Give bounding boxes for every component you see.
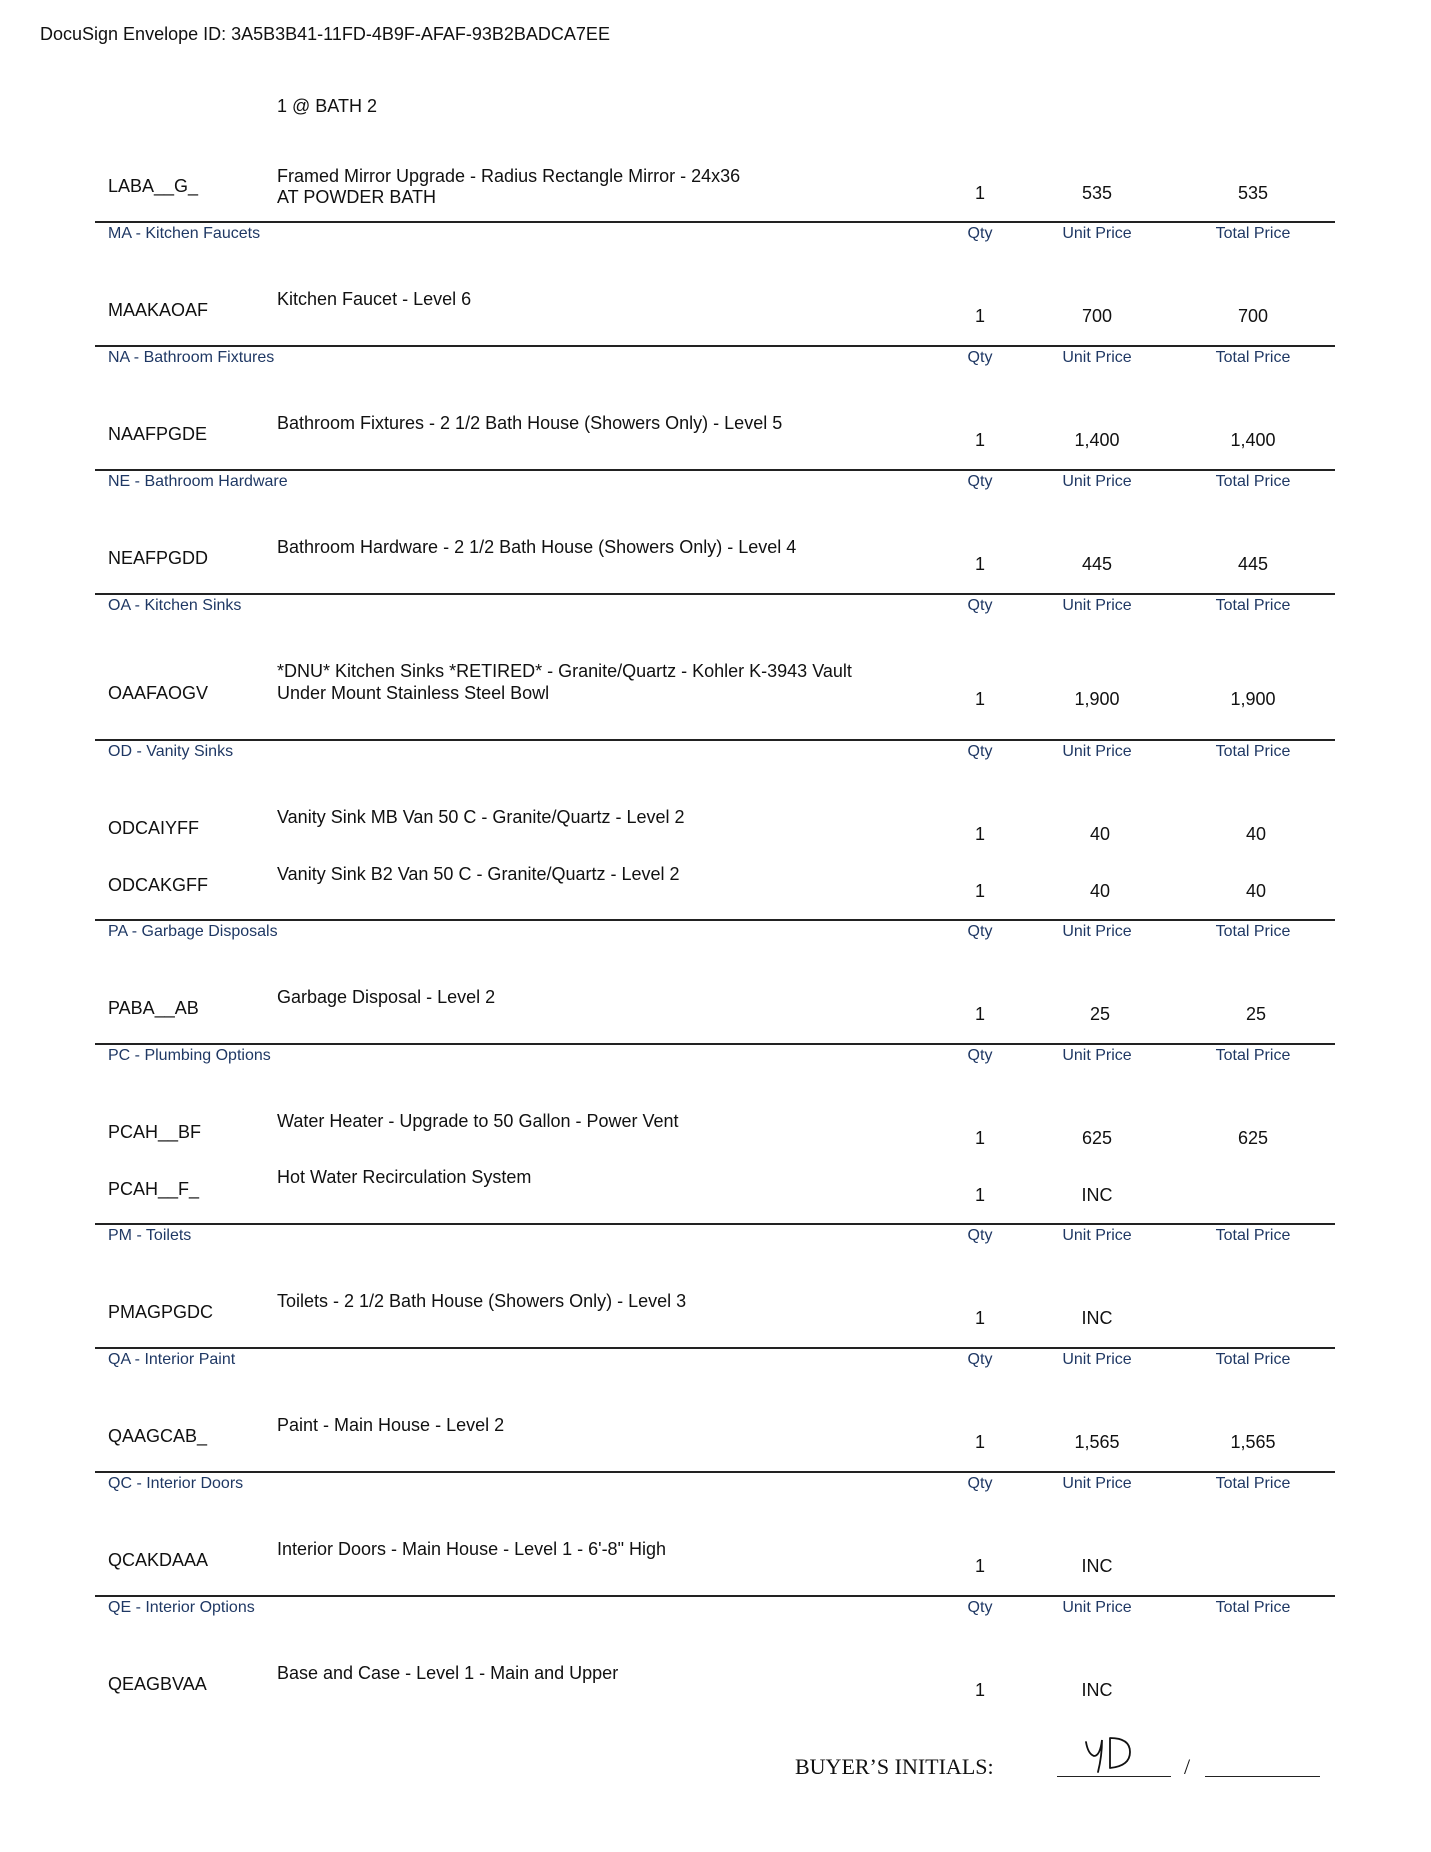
item-code: PCAH__BF <box>108 1122 202 1142</box>
buyer-initials-line-2 <box>1205 1776 1320 1777</box>
item-description-line2: Under Mount Stainless Steel Bowl <box>277 683 550 703</box>
item-description: Interior Doors - Main House - Level 1 - 6'-8" High <box>277 1539 666 1559</box>
item-description-line2: AT POWDER BATH <box>277 187 437 207</box>
item-qty: 1 <box>974 1556 985 1576</box>
item-description: Bathroom Hardware - 2 1/2 Bath House (Showers Only) - Level 4 <box>277 537 797 557</box>
qty-header: Qty <box>967 743 993 760</box>
section-title: PA - Garbage Disposals <box>108 923 278 940</box>
total-price-header: Total Price <box>1215 743 1291 760</box>
section-divider <box>95 1043 1335 1045</box>
item-qty: 1 <box>974 183 985 203</box>
qty-header: Qty <box>967 225 993 242</box>
qty-header: Qty <box>967 1475 993 1492</box>
unit-price-header: Unit Price <box>1062 1599 1132 1616</box>
item-total-price: 40 <box>1245 824 1267 844</box>
unit-price-header: Unit Price <box>1062 923 1132 940</box>
total-price-header: Total Price <box>1215 923 1291 940</box>
item-code: LABA__G_ <box>108 176 199 196</box>
buyer-initials-line-1 <box>1057 1776 1171 1777</box>
section-title: NE - Bathroom Hardware <box>108 473 288 490</box>
item-code: NAAFPGDE <box>108 424 208 444</box>
total-price-header: Total Price <box>1215 473 1291 490</box>
item-description: Kitchen Faucet - Level 6 <box>277 289 472 309</box>
item-total-price: 1,900 <box>1230 689 1276 709</box>
item-total-price: 625 <box>1237 1128 1269 1148</box>
section-divider <box>95 1347 1335 1349</box>
qty-header: Qty <box>967 1351 993 1368</box>
envelope-id: DocuSign Envelope ID: 3A5B3B41-11FD-4B9F-AFAF-93B2BADCA7EE <box>40 24 610 44</box>
item-code: PCAH__F_ <box>108 1179 200 1199</box>
item-description: Bathroom Fixtures - 2 1/2 Bath House (Showers Only) - Level 5 <box>277 413 783 433</box>
item-unit-price: 535 <box>1081 183 1113 203</box>
item-unit-price: 40 <box>1089 881 1111 901</box>
section-title: PC - Plumbing Options <box>108 1047 271 1064</box>
item-unit-price: INC <box>1081 1556 1113 1576</box>
qty-header: Qty <box>967 1047 993 1064</box>
item-total-price: 1,565 <box>1230 1432 1276 1452</box>
item-description: Paint - Main House - Level 2 <box>277 1415 505 1435</box>
item-total-price: 535 <box>1237 183 1269 203</box>
item-unit-price: 625 <box>1081 1128 1113 1148</box>
section-title: OA - Kitchen Sinks <box>108 597 242 614</box>
unit-price-header: Unit Price <box>1062 225 1132 242</box>
item-total-price: 1,400 <box>1230 430 1276 450</box>
section-title: QA - Interior Paint <box>108 1351 236 1368</box>
item-qty: 1 <box>974 1680 985 1700</box>
item-qty: 1 <box>974 554 985 574</box>
handwritten-initials-icon <box>1080 1732 1140 1778</box>
item-total-price: 25 <box>1245 1004 1267 1024</box>
item-unit-price: INC <box>1081 1185 1113 1205</box>
total-price-header: Total Price <box>1215 597 1291 614</box>
item-qty: 1 <box>974 881 985 901</box>
section-divider <box>95 739 1335 741</box>
item-total-price: 40 <box>1245 881 1267 901</box>
total-price-header: Total Price <box>1215 1047 1291 1064</box>
item-code: ODCAIYFF <box>108 818 200 838</box>
item-qty: 1 <box>974 689 985 709</box>
item-unit-price: INC <box>1081 1680 1113 1700</box>
section-title: PM - Toilets <box>108 1227 192 1244</box>
section-divider <box>95 593 1335 595</box>
item-description: Hot Water Recirculation System <box>277 1167 532 1187</box>
buyer-initials-label: BUYER’S INITIALS: <box>795 1754 994 1779</box>
unit-price-header: Unit Price <box>1062 349 1132 366</box>
section-divider <box>95 1471 1335 1473</box>
section-divider <box>95 221 1335 223</box>
section-divider <box>95 1223 1335 1225</box>
qty-header: Qty <box>967 597 993 614</box>
section-divider <box>95 919 1335 921</box>
qty-header: Qty <box>967 349 993 366</box>
section-divider <box>95 469 1335 471</box>
item-description: Framed Mirror Upgrade - Radius Rectangle Mirror - 24x36 <box>277 166 741 186</box>
item-unit-price: 1,900 <box>1074 689 1120 709</box>
item-unit-price: 25 <box>1089 1004 1111 1024</box>
item-description: Base and Case - Level 1 - Main and Upper <box>277 1663 619 1683</box>
total-price-header: Total Price <box>1215 349 1291 366</box>
section-divider <box>95 1595 1335 1597</box>
section-title: OD - Vanity Sinks <box>108 743 234 760</box>
item-code: QAAGCAB_ <box>108 1426 208 1446</box>
unit-price-header: Unit Price <box>1062 1351 1132 1368</box>
item-description: Vanity Sink B2 Van 50 C - Granite/Quartz - Level 2 <box>277 864 680 884</box>
item-description: *DNU* Kitchen Sinks *RETIRED* - Granite/Quartz - Kohler K-3943 Vault <box>277 661 852 681</box>
total-price-header: Total Price <box>1215 1475 1291 1492</box>
item-qty: 1 <box>974 824 985 844</box>
item-code: QEAGBVAA <box>108 1674 207 1694</box>
unit-price-header: Unit Price <box>1062 1047 1132 1064</box>
item-total-price: 445 <box>1237 554 1269 574</box>
item-unit-price: 1,400 <box>1074 430 1120 450</box>
item-qty: 1 <box>974 1004 985 1024</box>
item-qty: 1 <box>974 1185 985 1205</box>
item-qty: 1 <box>974 430 985 450</box>
item-qty: 1 <box>974 306 985 326</box>
item-unit-price: 1,565 <box>1074 1432 1120 1452</box>
unit-price-header: Unit Price <box>1062 597 1132 614</box>
unit-price-header: Unit Price <box>1062 1475 1132 1492</box>
initials-separator: / <box>1184 1754 1191 1779</box>
item-total-price: 700 <box>1237 306 1269 326</box>
item-qty: 1 <box>974 1432 985 1452</box>
section-title: NA - Bathroom Fixtures <box>108 349 275 366</box>
qty-header: Qty <box>967 1227 993 1244</box>
item-code: PABA__AB <box>108 998 199 1018</box>
qty-header: Qty <box>967 473 993 490</box>
section-title: QC - Interior Doors <box>108 1475 244 1492</box>
unit-price-header: Unit Price <box>1062 743 1132 760</box>
initials-signature <box>1080 1732 1140 1778</box>
item-code: OAAFAOGV <box>108 683 209 703</box>
item-unit-price: 700 <box>1081 306 1113 326</box>
qty-header: Qty <box>967 1599 993 1616</box>
total-price-header: Total Price <box>1215 1599 1291 1616</box>
item-code: ODCAKGFF <box>108 875 209 895</box>
section-title: MA - Kitchen Faucets <box>108 225 261 242</box>
section-divider <box>95 345 1335 347</box>
item-code: NEAFPGDD <box>108 548 209 568</box>
item-unit-price: INC <box>1081 1308 1113 1328</box>
unit-price-header: Unit Price <box>1062 1227 1132 1244</box>
item-qty: 1 <box>974 1308 985 1328</box>
top-note: 1 @ BATH 2 <box>277 96 377 116</box>
item-code: MAAKAOAF <box>108 300 209 320</box>
section-title: QE - Interior Options <box>108 1599 255 1616</box>
total-price-header: Total Price <box>1215 225 1291 242</box>
item-qty: 1 <box>974 1128 985 1148</box>
item-description: Vanity Sink MB Van 50 C - Granite/Quartz - Level 2 <box>277 807 685 827</box>
item-code: PMAGPGDC <box>108 1302 214 1322</box>
item-description: Water Heater - Upgrade to 50 Gallon - Power Vent <box>277 1111 679 1131</box>
unit-price-header: Unit Price <box>1062 473 1132 490</box>
item-unit-price: 40 <box>1089 824 1111 844</box>
item-description: Garbage Disposal - Level 2 <box>277 987 496 1007</box>
item-unit-price: 445 <box>1081 554 1113 574</box>
total-price-header: Total Price <box>1215 1227 1291 1244</box>
item-description: Toilets - 2 1/2 Bath House (Showers Only) - Level 3 <box>277 1291 687 1311</box>
total-price-header: Total Price <box>1215 1351 1291 1368</box>
item-code: QCAKDAAA <box>108 1550 209 1570</box>
qty-header: Qty <box>967 923 993 940</box>
